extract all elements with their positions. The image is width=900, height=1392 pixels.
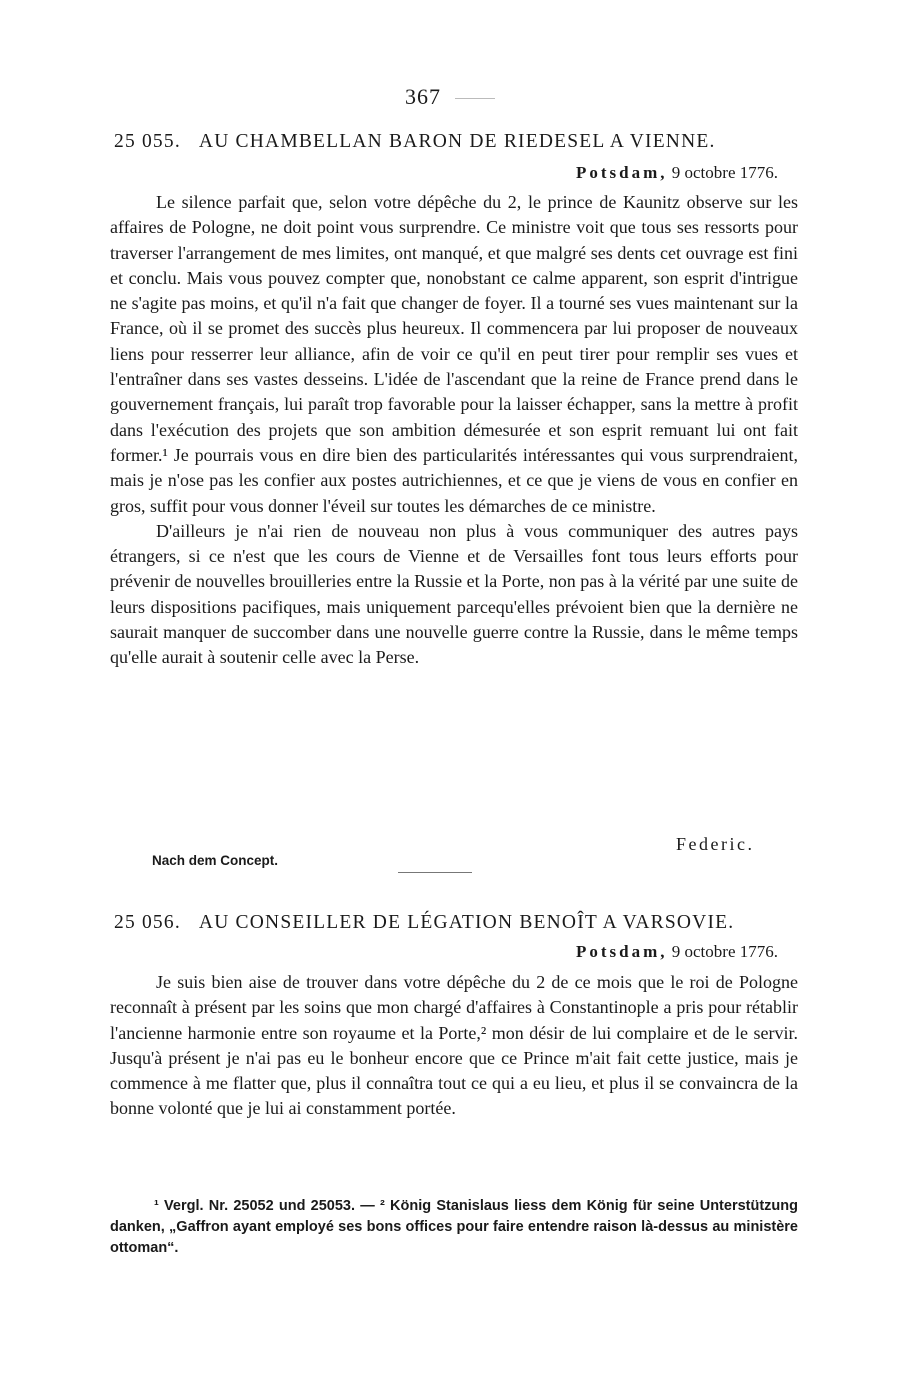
letter-heading [114, 912, 804, 934]
letter-heading [114, 131, 804, 153]
separator-rule [398, 872, 472, 873]
date: 9 octobre 1776. [667, 942, 778, 961]
letter-title: AU CONSEILLER DE LÉGATION BENOÎT A VARSOVIE. [198, 912, 735, 933]
source-note: Nach dem Concept. [152, 853, 279, 868]
paragraph: Je suis bien aise de trouver dans votre dépêche du 2 de ce mois que le roi de Pologne reconnaît à présent par les soins que mon chargé d'affaires à Constantinople a pris pour rétablir l'ancienne harmonie entre son royaume et la Porte,² mon désir de lui complaire et de le servir. Jusqu'à présent je n'ai pas eu le bonheur encore que ce Prince m'ait fait cette justice, mais je commence à me flatter que, plus il connaîtra tout ce qui a eu lieu, et plus il se convaincra de la bonne volonté que je lui ai constamment portée. [110, 972, 798, 1119]
footnotes [110, 1196, 798, 1259]
signature: Federic. [676, 834, 755, 854]
place: Potsdam, [575, 163, 668, 182]
letter-number: 25 055. [114, 131, 181, 152]
letter-body [110, 970, 798, 1122]
dateline [576, 942, 778, 962]
letter-title: AU CHAMBELLAN BARON DE RIEDESEL A VIENNE. [198, 131, 716, 152]
letter-number: 25 056. [114, 912, 181, 933]
paragraph: Le silence parfait que, selon votre dépêche du 2, le prince de Kaunitz observe sur les affaires de Pologne, ne doit point vous surprendre. Ce ministre voit que tous ses ressorts pour traverser l'arrangement de mes limites, ont manqué, et que malgré ses dents cet ouvrage est fini et conclu. Mais vous pouvez compter que, nonobstant ce calme apparent, son esprit d'intrigue ne s'agite pas moins, et qu'il n'a fait que changer de foyer. Il a tourné ses vues maintenant sur la France, où il se promet des succès plus heureux. Il commencera par lui proposer de nouveaux liens pour resserrer leur alliance, afin de voir ce qu'il en peut tirer pour remplir ses vues et l'entraîner dans ses vastes desseins. L'idée de l'ascendant que la reine de France prend dans le gouvernement français, lui paraît trop favorable pour la laisser échapper, sans la mettre à profit dans l'exécution des projets que son ambition démesurée et son esprit remuant lui ont fait former.¹ Je pourrais vous en dire bien des particularités intéressantes qui vous surprendraient, mais je n'ose pas les confier aux postes autrichiennes, et ce que je viens de vous en confier en gros, suffit pour vous donner l'éveil sur toutes les démarches de ce ministre. [110, 192, 798, 516]
footnote-text: ¹ Vergl. Nr. 25052 und 25053. — ² König Stanislaus liess dem König für seine Unterstützung danken, „Gaffron ayant employé ses bons offices pour faire entendre raison là-dessus au ministère ottoman“. [110, 1198, 798, 1256]
letter-body [110, 190, 798, 671]
page-number: 367 [0, 84, 900, 110]
date: 9 octobre 1776. [667, 163, 778, 182]
dateline [576, 163, 778, 183]
paragraph: D'ailleurs je n'ai rien de nouveau non plus à vous communiquer des autres pays étrangers, si ce n'est que les cours de Vienne et de Versailles font tous leurs efforts pour prévenir de nouvelles brouilleries entre la Russie et la Porte, non pas à la vérité par une suite de leurs dispositions pacifiques, mais uniquement parcequ'elles prévoient bien que la dernière ne saurait manquer de succomber dans une nouvelle guerre contre la Russie, dans le même temps qu'elle aurait à soutenir celle avec la Perse. [110, 520, 798, 668]
place: Potsdam, [575, 942, 668, 961]
